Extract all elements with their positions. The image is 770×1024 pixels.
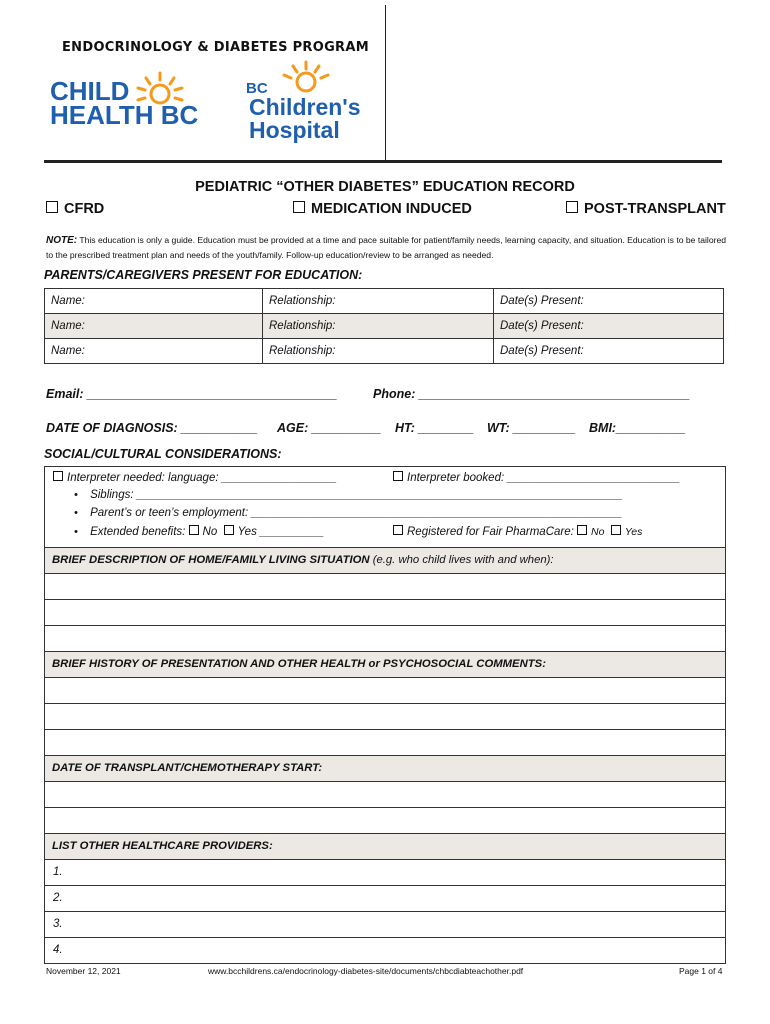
history-heading: BRIEF HISTORY OF PRESENTATION AND OTHER HEALTH or PSYCHOSOCIAL COMMENTS: [52,658,546,670]
entry-row[interactable] [45,599,725,625]
extended-benefits-field[interactable] [74,525,324,538]
note-text: This education is only a guide. Education must be provided at a time and pace suitable for patient/family needs, learning capacity, and situation. Education is to be tailored to the prescribed treatment plan and needs of the youth/family. Follow-up education/review to be arranged as needed. [46,235,727,260]
provider-number: 3. [53,918,63,930]
checkbox-icon[interactable] [224,525,234,535]
name-cell[interactable]: Name: [45,289,263,314]
interpreter-booked-label: Interpreter booked: ___________________________ [407,472,681,484]
note-paragraph [46,233,728,263]
bmi-field[interactable]: BMI:__________ [589,421,686,435]
checkbox-icon [393,471,403,481]
provider-number: 1. [53,866,63,878]
dates-cell[interactable]: Date(s) Present: [494,314,724,339]
entry-row[interactable] [45,573,725,599]
yes-label: Yes [624,526,643,538]
logo-left-line1: CHILD [50,76,130,106]
table-row [45,339,724,364]
height-field[interactable]: HT: ________ [395,421,474,435]
siblings-label: Siblings: ____________________________________________________________________________ [90,489,623,501]
email-field[interactable]: Email: ____________________________________ [46,387,338,401]
checkbox-label: MEDICATION INDUCED [311,201,472,217]
provider-row[interactable] [45,911,725,937]
sun-icon [130,70,190,110]
interpreter-needed-field[interactable] [53,471,337,484]
child-health-bc-logo [50,76,200,136]
checkbox-cfrd[interactable] [46,201,104,217]
logo-right-line1: Children's [249,94,361,120]
table-row [45,314,724,339]
home-heading: BRIEF DESCRIPTION OF HOME/FAMILY LIVING SITUATION [52,554,370,566]
checkbox-label: POST-TRANSPLANT [584,201,726,217]
provider-row[interactable] [45,937,725,963]
pharmacare-field[interactable] [393,525,642,538]
diagnosis-date-field[interactable]: DATE OF DIAGNOSIS: ___________ [46,421,258,435]
logo-right-bc: BC [246,80,268,97]
entry-row[interactable] [45,677,725,703]
employment-label: Parent’s or teen’s employment: __________________________________________________________ [90,507,623,519]
social-heading: SOCIAL/CULTURAL CONSIDERATIONS: [44,447,282,461]
no-label: No [202,526,218,538]
transplant-heading: DATE OF TRANSPLANT/CHEMOTHERAPY START: [52,762,323,774]
pharmacare-label: Registered for Fair PharmaCare: [407,526,574,538]
home-hint: (e.g. who child lives with and when): [369,554,554,566]
footer-page: Page 1 of 4 [679,966,723,976]
provider-number: 2. [53,892,63,904]
parents-heading: PARENTS/CAREGIVERS PRESENT FOR EDUCATION: [44,268,363,282]
bullet-icon: • [74,526,91,538]
logo-left-line2: HEALTH BC [50,99,199,130]
note-label: NOTE: [46,235,78,246]
siblings-field[interactable] [74,489,623,501]
checkbox-post-transplant[interactable] [566,201,726,217]
program-title: ENDOCRINOLOGY & DIABETES PROGRAM [62,40,369,55]
parents-table [44,288,724,364]
table-row [45,289,724,314]
header-rule [44,160,722,163]
header-divider [385,5,386,161]
extended-benefits-label: Extended benefits: [90,526,186,538]
provider-row[interactable] [45,885,725,911]
logo-right-line2: Hospital [249,117,340,143]
age-field[interactable]: AGE: __________ [277,421,382,435]
checkbox-icon[interactable] [189,525,199,535]
name-cell[interactable]: Name: [45,314,263,339]
footer-url[interactable]: www.bcchildrens.ca/endocrinology-diabetes-site/documents/chbcdiabteachother.pdf [208,966,524,976]
entry-row[interactable] [45,781,725,807]
checkbox-label: CFRD [64,201,105,217]
name-cell[interactable]: Name: [45,339,263,364]
employment-field[interactable] [74,507,622,519]
footer-date: November 12, 2021 [46,966,121,976]
yes-line-label: Yes __________ [237,526,324,538]
checkbox-icon[interactable] [577,525,587,535]
dates-cell[interactable]: Date(s) Present: [494,289,724,314]
interpreter-booked-field[interactable] [393,471,680,484]
weight-field[interactable]: WT: _________ [487,421,576,435]
provider-row[interactable] [45,859,725,885]
section-header-row [45,651,725,677]
checkbox-icon [53,471,63,481]
checkbox-medication-induced[interactable] [293,201,472,217]
interpreter-needed-label: Interpreter needed: language: __________________ [67,472,337,484]
bc-childrens-hospital-logo [246,60,376,150]
relationship-cell[interactable]: Relationship: [263,289,494,314]
phone-field[interactable]: Phone: _______________________________________ [373,387,690,401]
bullet-icon: • [74,507,91,519]
no-label: No [591,526,605,538]
form-title: PEDIATRIC “OTHER DIABETES” EDUCATION RECORD [195,179,575,195]
entry-row[interactable] [45,703,725,729]
bullet-icon: • [74,489,91,501]
checkbox-icon [566,201,578,213]
section-header-row [45,833,725,859]
provider-number: 4. [53,944,63,956]
providers-heading: LIST OTHER HEALTHCARE PROVIDERS: [52,840,273,852]
checkbox-icon[interactable] [611,525,621,535]
entry-row[interactable] [45,625,725,651]
relationship-cell[interactable]: Relationship: [263,339,494,364]
section-header-row [45,548,725,573]
dates-cell[interactable]: Date(s) Present: [494,339,724,364]
section-header-row [45,755,725,781]
entry-row[interactable] [45,807,725,833]
checkbox-icon [393,525,403,535]
entry-row[interactable] [45,729,725,755]
home-section [44,547,726,964]
relationship-cell[interactable]: Relationship: [263,314,494,339]
checkbox-icon [293,201,305,213]
sun-icon [276,60,336,96]
checkbox-icon [46,201,58,213]
